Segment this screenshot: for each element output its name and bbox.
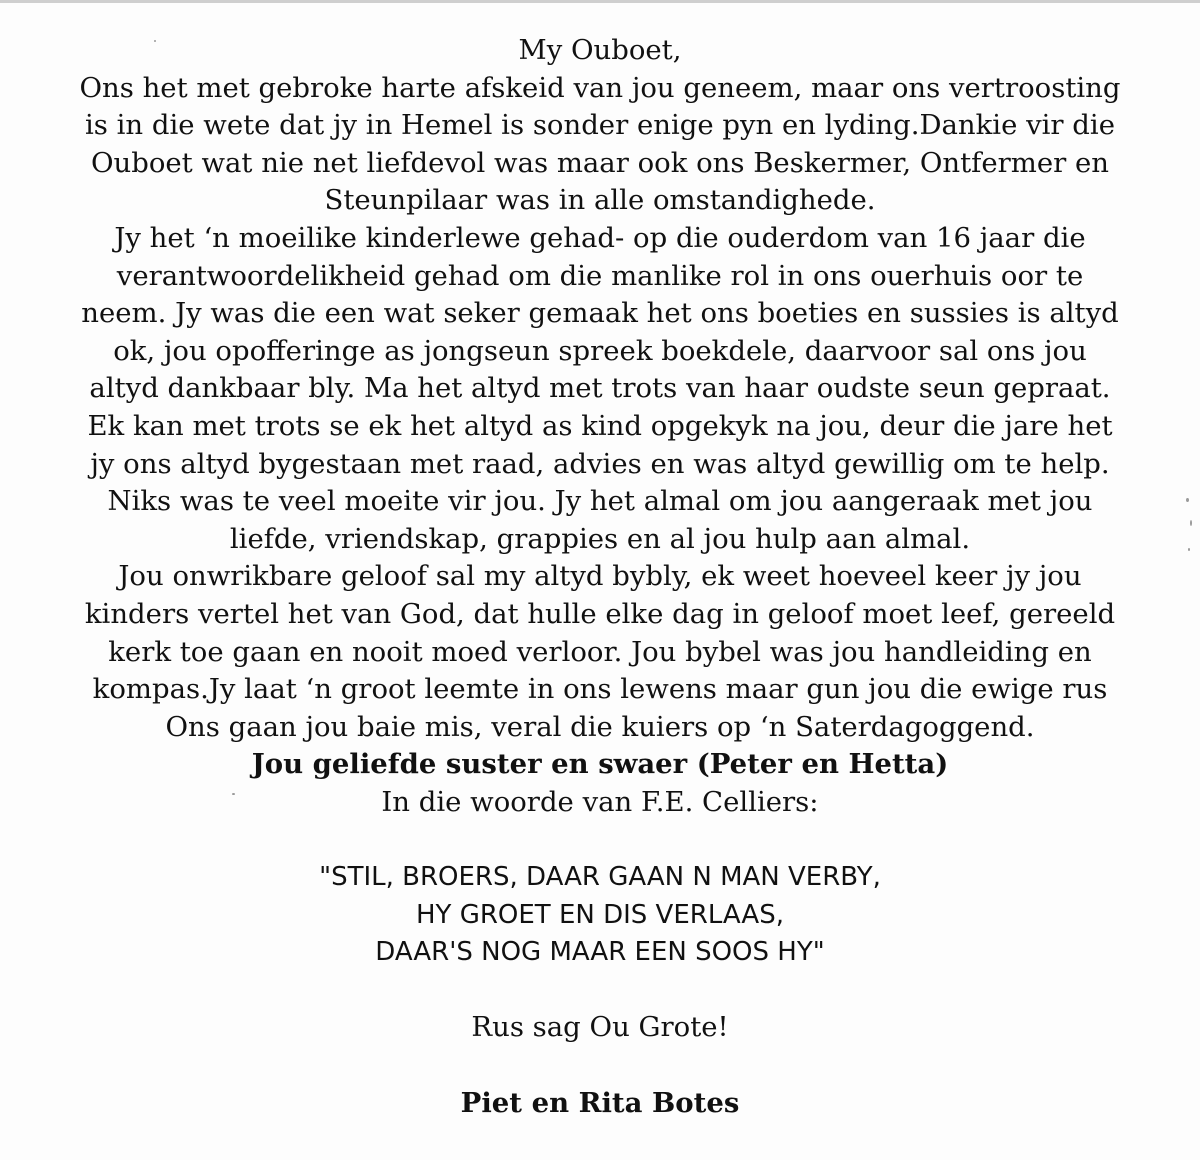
text-line: liefde, vriendskap, grappies en al jou hulp aan almal. (229, 522, 971, 555)
spacer (20, 972, 1180, 1010)
text-line: Ek kan met trots se ek het altyd as kind opgekyk na jou, deur die jare het (87, 409, 1113, 442)
text-line: kinders vertel het van God, dat hulle elke dag in geloof moet leef, gereeld (84, 597, 1116, 630)
scan-speck (1190, 520, 1192, 526)
text-line: kompas.Jy laat ‘n groot leemte in ons lewens maar gun jou die ewige rus (92, 673, 1108, 706)
text-line: ok, jou opofferinge as jongseun spreek boekdele, daarvoor sal ons jou (113, 334, 1087, 367)
text-line: Niks was te veel moeite vir jou. Jy het almal om jou aangeraak met jou (107, 485, 1093, 518)
text-line: Jou onwrikbare geloof sal my altyd bybly, ek weet hoeveel keer jy jou (118, 560, 1082, 593)
quote-line: DAAR'S NOG MAAR EEN SOOS HY" (375, 937, 825, 968)
farewell: Rus sag Ou Grote! (471, 1011, 729, 1044)
letter-body (20, 32, 1180, 1122)
text-line: altyd dankbaar bly. Ma het altyd met trots van haar oudste seun gepraat. (89, 372, 1111, 405)
salutation: My Ouboet, (518, 34, 682, 66)
spacer (20, 821, 1180, 859)
text-line: Jy het ‘n moeilike kinderlewe gehad- op die ouderdom van 16 jaar die (114, 221, 1086, 254)
signature: Jou geliefde suster en swaer (Peter en Hetta) (251, 748, 949, 781)
quote-line: "STIL, BROERS, DAAR GAAN N MAN VERBY, (319, 862, 881, 893)
closing-signature: Piet en Rita Botes (460, 1086, 740, 1119)
text-line: Ons gaan jou baie mis, veral die kuiers op ‘n Saterdagoggend. (165, 710, 1035, 743)
scan-speck (1186, 498, 1189, 502)
spacer (20, 1047, 1180, 1085)
scan-edge (0, 0, 1200, 3)
text-line: neem. Jy was die een wat seker gemaak het ons boeties en sussies is altyd (81, 297, 1119, 330)
text-line: jy ons altyd bygestaan met raad, advies en was altyd gewillig om te help. (90, 447, 1110, 480)
text-line: Ouboet wat nie net liefdevol was maar ook ons Beskermer, Ontfermer en (90, 146, 1109, 179)
text-line: kerk toe gaan en nooit moed verloor. Jou bybel was jou handleiding en (108, 635, 1092, 668)
scan-speck (1188, 548, 1190, 551)
quote-intro: In die woorde van F.E. Celliers: (381, 785, 819, 818)
text-line: Steunpilaar was in alle omstandighede. (324, 184, 876, 217)
text-line: verantwoordelikheid gehad om die manlike rol in ons ouerhuis oor te (116, 259, 1084, 292)
text-line: is in die wete dat jy in Hemel is sonder enige pyn en lyding.Dankie vir die (84, 109, 1115, 142)
text-line: Ons het met gebroke harte afskeid van jou geneem, maar ons vertroosting (79, 71, 1121, 104)
quote-line: HY GROET EN DIS VERLAAS, (416, 899, 784, 930)
